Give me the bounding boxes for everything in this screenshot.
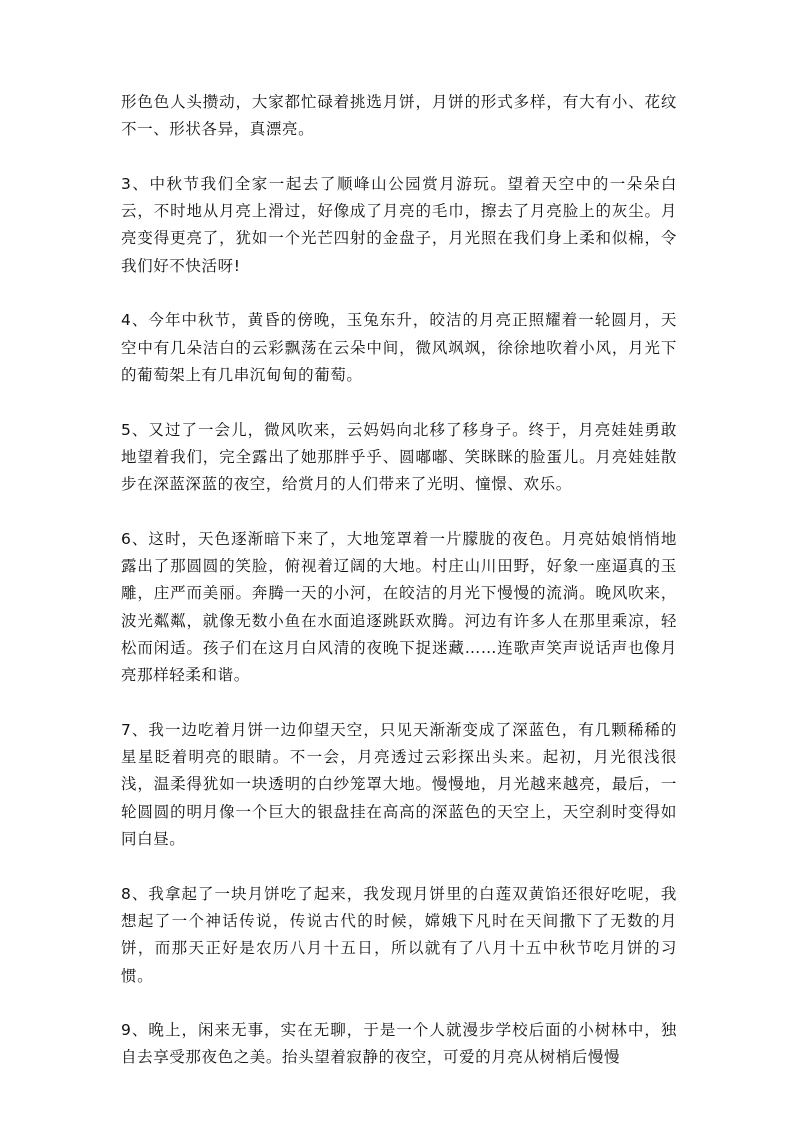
paragraph: 6、这时，天色逐渐暗下来了，大地笼罩着一片朦胧的夜色。月亮姑娘悄悄地露出了那圆圆的笑脸，俯视着辽阔的大地。村庄山川田野，好象一座逼真的玉雕，庄严而美丽。奔腾一天的小河，在皎洁的月光下慢慢的流淌。晚风吹来，波光粼粼，就像无数小鱼在水面追逐跳跃欢腾。河边有许多人在那里乘凉，轻松而闲适。孩子们在这月白风清的夜晚下捉迷藏……连歌声笑声说话声也像月亮那样轻柔和谐。 <box>121 529 677 685</box>
paragraph: 5、又过了一会儿，微风吹来，云妈妈向北移了移身子。终于，月亮娃娃勇敢地望着我们，完全露出了她那胖乎乎、圆嘟嘟、笑眯眯的脸蛋儿。月亮娃娃散步在深蓝深蓝的夜空，给赏月的人们带来了光明、憧憬、欢乐。 <box>121 420 677 494</box>
paragraph: 4、今年中秋节，黄昏的傍晚，玉兔东升，皎洁的月亮正照耀着一轮圆月，天空中有几朵洁白的云彩飘荡在云朵中间，微风飒飒，徐徐地吹着小风，月光下的葡萄架上有几串沉甸甸的葡萄。 <box>121 311 677 384</box>
paragraph: 形色色人头攒动，大家都忙碌着挑选月饼，月饼的形式多样，有大有小、花纹不一、形状各异，真漂亮。 <box>121 93 677 139</box>
paragraph: 8、我拿起了一块月饼吃了起来，我发现月饼里的白莲双黄馅还很好吃呢，我想起了一个神话传说，传说古代的时候，嫦娥下凡时在天间撒下了无数的月饼，而那天正好是农历八月十五日，所以就有了八月十五中秋节吃月饼的习惯。 <box>121 884 677 985</box>
paragraph: 7、我一边吃着月饼一边仰望天空，只见天渐渐变成了深蓝色，有几颗稀稀的星星眨着明亮的眼睛。不一会，月亮透过云彩探出头来。起初，月光很浅很浅，温柔得犹如一块透明的白纱笼罩大地。慢慢地，月光越来越亮，最后，一轮圆圆的明月像一个巨大的银盘挂在高高的深蓝色的天空上，天空刹时变得如同白昼。 <box>121 720 677 849</box>
paragraph: 3、中秋节我们全家一起去了顺峰山公园赏月游玩。望着天空中的一朵朵白云，不时地从月亮上滑过，好像成了月亮的毛巾，擦去了月亮脸上的灰尘。月亮变得更亮了，犹如一个光芒四射的金盘子，月光照在我们身上柔和似棉，令我们好不快活呀! <box>121 174 677 275</box>
paragraph: 9、晚上，闲来无事，实在无聊，于是一个人就漫步学校后面的小树林中，独自去享受那夜色之美。抬头望着寂静的夜空，可爱的月亮从树梢后慢慢 <box>121 1021 677 1067</box>
document-body <box>121 89 677 1099</box>
